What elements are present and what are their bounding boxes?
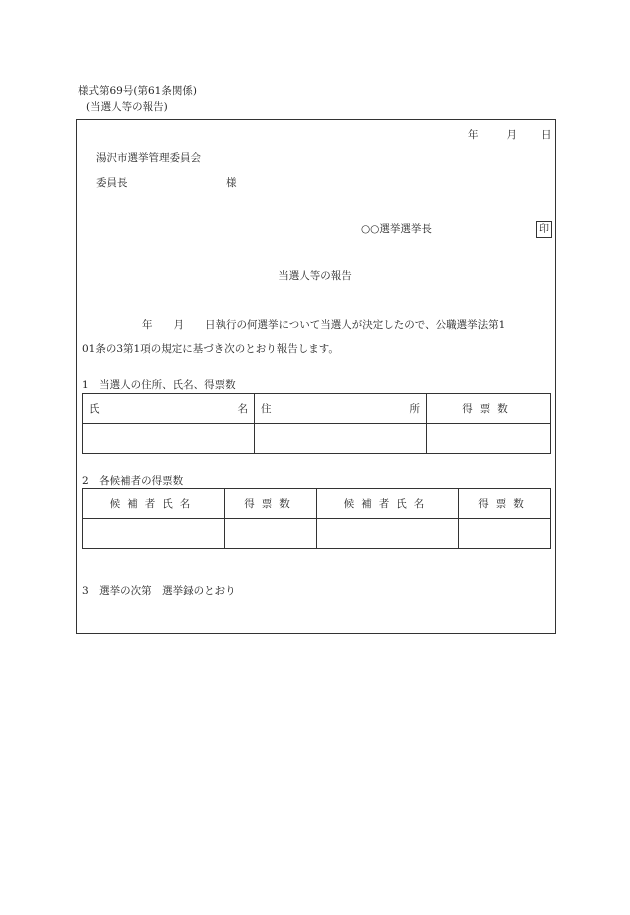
date-line [468,130,552,141]
page-title: 当選人等の報告 [278,270,352,282]
header-candidate-name: 候補者氏名 [317,489,459,519]
committee-chair: 委員長 [96,177,128,189]
header-name-left: 氏 [89,403,100,415]
cell-name[interactable] [83,424,255,454]
table-row [83,519,551,549]
winner-table [82,393,551,454]
form-frame [76,119,556,634]
cell-votes[interactable] [225,519,317,549]
table-header-row [83,394,551,424]
date-day: 日 [541,129,552,141]
header-address-right: 所 [409,403,420,415]
header-address-left: 住 [261,403,272,415]
header-address [255,394,427,424]
cell-votes[interactable] [459,519,551,549]
cell-address[interactable] [255,424,427,454]
body-line-1: 年 月 日執行の何選挙について当選人が決定したので、公職選挙法第1 [142,319,506,331]
body-line-2: 01条の3第1項の規定に基づき次のとおり報告します。 [82,343,339,355]
cell-votes[interactable] [427,424,551,454]
candidate-table [82,488,551,549]
header-candidate-name: 候補者氏名 [83,489,225,519]
header-votes: 得票数 [427,394,551,424]
seal-mark: 印 [536,221,552,238]
header-name-right: 名 [237,403,248,415]
section-1-heading: 1 当選人の住所、氏名、得票数 [82,379,236,391]
cell-candidate-name[interactable] [83,519,225,549]
header-name [83,394,255,424]
section-3-heading: 3 選挙の次第 選挙録のとおり [82,585,236,597]
honorific: 様 [226,177,237,189]
sender: ○○選挙選挙長 [361,223,432,235]
addressee: 湯沢市選挙管理委員会 [96,152,201,164]
section-2-heading: 2 各候補者の得票数 [82,475,184,487]
header-votes: 得票数 [225,489,317,519]
date-year: 年 [468,129,479,141]
form-number: 様式第69号(第61条関係) [78,85,197,97]
table-header-row [83,489,551,519]
date-month: 月 [506,129,517,141]
table-row [83,424,551,454]
form-subtitle: (当選人等の報告) [86,101,168,113]
header-votes: 得票数 [459,489,551,519]
cell-candidate-name[interactable] [317,519,459,549]
